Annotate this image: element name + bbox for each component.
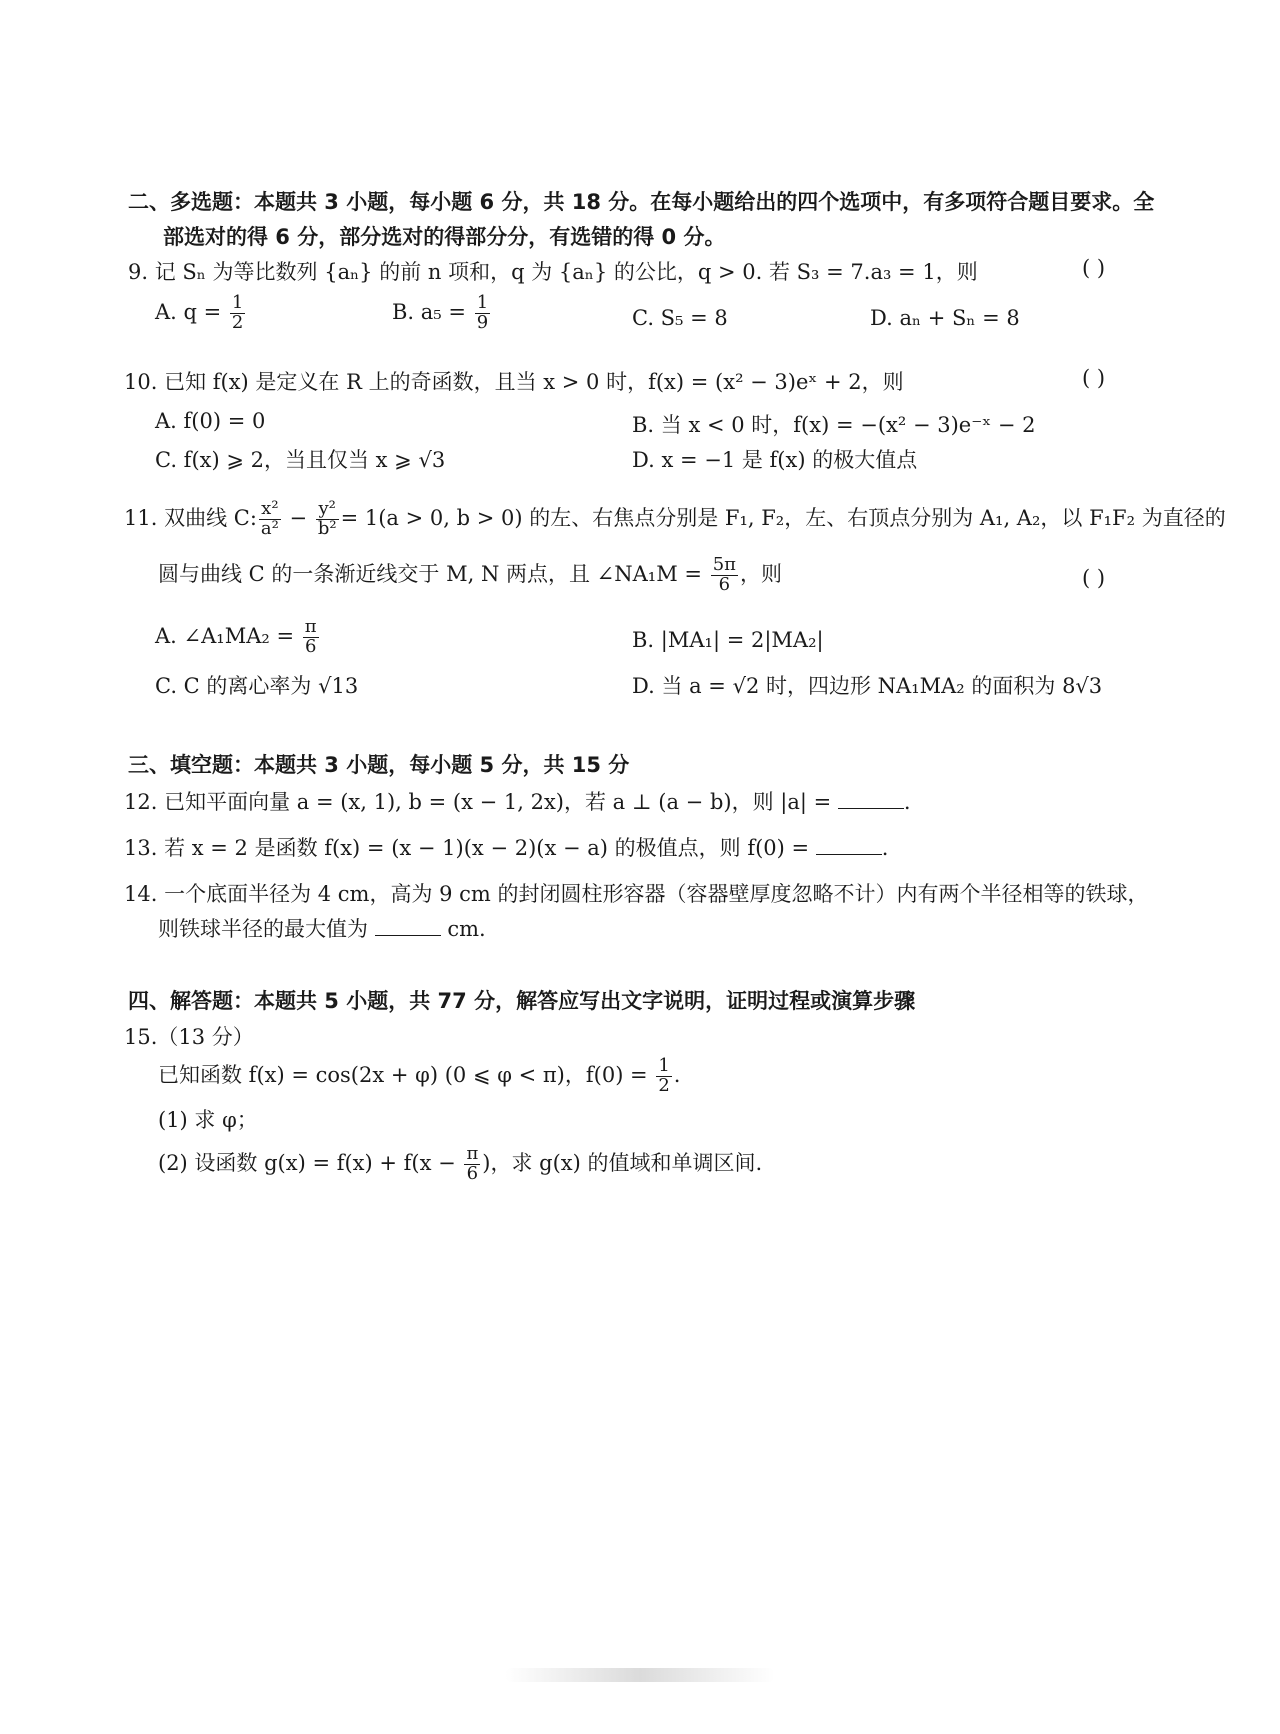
question-12-text: 12. 已知平面向量 a = (x, 1), b = (x − 1, 2x)，若 a ⊥ (a − b)，则 |a| = bbox=[124, 790, 832, 814]
question-10-option-a: A. f(0) = 0 bbox=[155, 409, 266, 433]
minus-sign: − bbox=[289, 505, 308, 530]
answer-blank bbox=[375, 917, 441, 936]
question-11-option-b: B. |MA₁| = 2|MA₂| bbox=[632, 628, 824, 652]
answer-blank bbox=[838, 790, 904, 809]
question-11-option-d: D. 当 a = √2 时，四边形 NA₁MA₂ 的面积为 8√3 bbox=[632, 674, 1103, 698]
question-9-answer-paren: ( ) bbox=[1082, 256, 1106, 280]
stem-line2-suffix: ，则 bbox=[739, 561, 782, 586]
question-9-option-d: D. aₙ + Sₙ = 8 bbox=[870, 306, 1020, 330]
section2-header-line2: 部选对的得 6 分，部分选对的得部分分，有选错的得 0 分。 bbox=[163, 225, 726, 249]
stem-line2-prefix: 圆与曲线 C 的一条渐近线交于 M, N 两点，且 ∠NA₁M = bbox=[158, 561, 702, 586]
question-9-stem: 9. 记 Sₙ 为等比数列 {aₙ} 的前 n 项和，q 为 {aₙ} 的公比，q > 0. 若 S₃ = 7.a₃ = 1，则 bbox=[128, 260, 978, 284]
section3-header: 三、填空题：本题共 3 小题，每小题 5 分，共 15 分 bbox=[128, 753, 630, 777]
question-11-option-c: C. C 的离心率为 √13 bbox=[155, 674, 359, 698]
question-15-part1: (1) 求 φ； bbox=[158, 1108, 258, 1132]
question-9-option-c: C. S₅ = 8 bbox=[632, 306, 728, 330]
question-11-stem-line1 bbox=[124, 500, 1226, 539]
section2-header-line1: 二、多选题：本题共 3 小题，每小题 6 分，共 18 分。在每小题给出的四个选项中，有多项符合题目要求。全 bbox=[128, 190, 1155, 214]
question-13-end: . bbox=[881, 836, 889, 860]
given-prefix: 已知函数 f(x) = cos(2x + φ) (0 ⩽ φ < π)，f(0) = bbox=[158, 1062, 648, 1087]
option-a-label: A. q = bbox=[155, 299, 222, 324]
fraction-1-2: $\frac{1}{2}$ bbox=[658, 1055, 670, 1096]
question-11-stem-line2 bbox=[158, 556, 782, 595]
question-14-suffix: cm. bbox=[447, 917, 486, 941]
scan-smudge bbox=[505, 1668, 775, 1682]
question-13 bbox=[124, 832, 888, 862]
part2-prefix: (2) 设函数 g(x) = f(x) + f(x − bbox=[158, 1150, 456, 1175]
option-b-label: B. a₅ = bbox=[392, 299, 466, 324]
question-12-end: . bbox=[903, 790, 911, 814]
question-12 bbox=[124, 786, 911, 816]
given-suffix: . bbox=[673, 1062, 681, 1087]
stem-rest: = 1(a > 0, b > 0) 的左、右焦点分别是 F₁, F₂，左、右顶点分别为 A₁, A₂，以 F₁F₂ 为直径的 bbox=[340, 505, 1226, 530]
question-10-stem: 10. 已知 f(x) 是定义在 R 上的奇函数，且当 x > 0 时，f(x) = (x² − 3)eˣ + 2，则 bbox=[124, 370, 904, 394]
question-11-answer-paren: ( ) bbox=[1082, 566, 1106, 590]
fraction-pi-6: $\frac{\pi}{6}$ bbox=[466, 1143, 479, 1184]
question-9-option-b bbox=[392, 294, 492, 333]
question-14-line1: 14. 一个底面半径为 4 cm，高为 9 cm 的封闭圆柱形容器（容器壁厚度忽略不计）内有两个半径相等的铁球， bbox=[124, 882, 1149, 906]
question-10-option-b: B. 当 x < 0 时，f(x) = −(x² − 3)e⁻ˣ − 2 bbox=[632, 413, 1036, 437]
question-10-option-d: D. x = −1 是 f(x) 的极大值点 bbox=[632, 448, 918, 472]
section4-header: 四、解答题：本题共 5 小题，共 77 分，解答应写出文字说明，证明过程或演算步骤 bbox=[128, 989, 916, 1013]
question-10-answer-paren: ( ) bbox=[1082, 366, 1106, 390]
question-11-option-a bbox=[155, 618, 321, 657]
fraction: $\frac{1}{9}$ bbox=[476, 292, 489, 333]
fraction-pi-6: $\frac{\pi}{6}$ bbox=[304, 616, 317, 657]
question-9-option-a bbox=[155, 294, 247, 333]
part2-suffix: )，求 g(x) 的值域和单调区间. bbox=[482, 1150, 763, 1175]
stem-prefix: 11. 双曲线 C: bbox=[124, 505, 257, 530]
question-15-given bbox=[158, 1057, 680, 1096]
fraction-x2-a2: $\frac{\text{x²}}{\text{a²}}$ bbox=[260, 498, 279, 539]
fraction: $\frac{1}{2}$ bbox=[231, 292, 244, 333]
question-14-line2 bbox=[158, 913, 486, 943]
answer-blank bbox=[816, 836, 882, 855]
question-15-title: 15.（13 分） bbox=[124, 1025, 254, 1049]
question-13-text: 13. 若 x = 2 是函数 f(x) = (x − 1)(x − 2)(x − a) 的极值点，则 f(0) = bbox=[124, 836, 810, 860]
fraction-y2-b2: $\frac{\text{y²}}{\text{b²}}$ bbox=[317, 498, 337, 539]
question-14-prefix: 则铁球半径的最大值为 bbox=[158, 917, 368, 941]
fraction-5pi-6: $\frac{5\pi}{6}$ bbox=[712, 554, 736, 595]
option-a-label: A. ∠A₁MA₂ = bbox=[155, 623, 295, 648]
question-10-option-c: C. f(x) ⩾ 2，当且仅当 x ⩾ √3 bbox=[155, 448, 446, 472]
question-15-part2 bbox=[158, 1145, 762, 1184]
